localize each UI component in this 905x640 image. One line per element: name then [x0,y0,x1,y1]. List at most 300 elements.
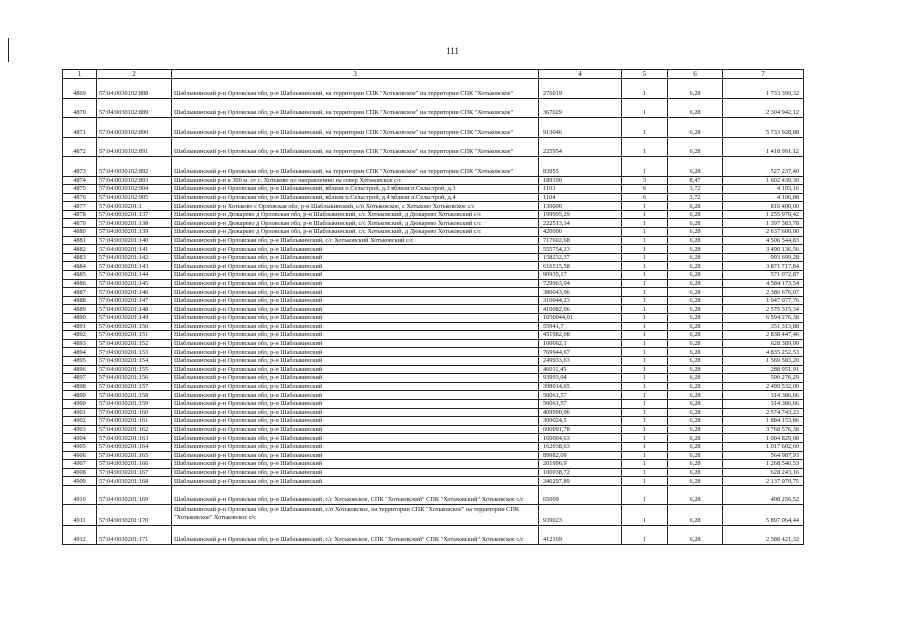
location-description: Шаблыкинский р-н Орловская обл, р-н Шаблыкинский [172,348,539,357]
rate-value: 6,28 [668,451,723,460]
location-description: Шаблыкинский р-н Орловская обл, р-н Шаблыкинский [172,374,539,383]
row-number: 4909 [63,477,97,486]
category-code: 1 [622,210,668,219]
rate-value: 6,28 [668,425,723,434]
rate-value: 6,28 [668,348,723,357]
rate-value: 6,28 [668,118,723,138]
row-number: 4893 [63,339,97,348]
area-value: 46011,45 [539,365,622,374]
cadastral-number: 57:04:0030201:152 [97,339,172,348]
cadastral-number: 57:04:0030201:165 [97,451,172,460]
table-row [63,434,804,443]
cadastral-value: 2 304 942,12 [723,98,804,118]
location-description: Шаблыкинский р-н Орловская обл, р-н Шаблыкинский [172,331,539,340]
rate-value: 6,28 [668,468,723,477]
cadastral-number: 57:04:0030201:157 [97,382,172,391]
cadastral-value: 628 243,16 [723,468,804,477]
category-code: 1 [622,348,668,357]
row-number: 4885 [63,271,97,280]
location-description: Шаблыкинский р-н Хотьково с Орловская обл, р-н Шаблыкинский, с/п Хотьковское, с Хотьково Хотьковское с/с [172,202,539,211]
table-row [63,219,804,228]
category-code: 1 [622,288,668,297]
rate-value: 6,28 [668,477,723,486]
table-row [63,339,804,348]
category-code: 1 [622,331,668,340]
area-value: 398014,65 [539,382,622,391]
cadastral-value: 314 386,66 [723,391,804,400]
table-row [63,228,804,237]
row-number: 4886 [63,279,97,288]
location-description: Шаблыкинский р-н Орловская обл, р-н Шаблыкинский, с/с Хотьковское, СПК "Хотьковский" СПК "Хотьковский" Хотьковское с/с [172,485,539,505]
row-number: 4911 [63,505,97,526]
cadastral-value: 1 017 602,60 [723,442,804,451]
area-value: 276019 [539,79,622,99]
cadastral-number: 57:04:0030201:151 [97,331,172,340]
area-value: 1103 [539,185,622,194]
location-description: Шаблыкинский р-н Орловская обл, р-н Шаблыкинский [172,356,539,365]
row-number: 4882 [63,245,97,254]
category-code: 1 [622,425,668,434]
cadastral-number: 57:04:0030102:905 [97,193,172,202]
category-code: 1 [622,485,668,505]
category-code: 1 [622,253,668,262]
table-row [63,137,804,157]
area-value: 55941,7 [539,322,622,331]
cadastral-number: 57:04:0030102:893 [97,176,172,185]
location-description: Шаблыкинский р-н Орловская обл, р-н Шаблыкинский [172,314,539,323]
rate-value: 6,28 [668,399,723,408]
area-value: 769944,67 [539,348,622,357]
cadastral-value: 628 389,99 [723,339,804,348]
row-number: 4869 [63,79,97,99]
location-description: Шаблыкинский р-н Орловская обл, р-н Шаблыкинский, вблизи п.Сельстрой, д.4 вблизи п.Сельстрой, д.4 [172,193,539,202]
cadastral-value: 5 897 064,44 [723,505,804,526]
category-code: 1 [622,279,668,288]
row-number: 4907 [63,460,97,469]
rate-value: 6,28 [668,296,723,305]
category-code: 1 [622,391,668,400]
cadastral-number: 57:04:0030201:139 [97,228,172,237]
location-description: Шаблыкинский р-н Дюкарево д Орловская обл, р-н Шаблыкинский, с/с Хотьковский, д Дюкарево Хотьковский с/с [172,219,539,228]
location-description: Шаблыкинский р-н Орловская обл, р-н Шаблыкинский [172,391,539,400]
area-value: 1050044,01 [539,314,622,323]
row-number: 4898 [63,382,97,391]
rate-value: 6,28 [668,485,723,505]
row-number: 4883 [63,253,97,262]
area-value: 199995,29 [539,210,622,219]
table-row [63,157,804,177]
cadastral-value: 816 400,00 [723,202,804,211]
rate-value: 6,28 [668,442,723,451]
rate-value: 6,28 [668,271,723,280]
area-value: 367029 [539,98,622,118]
table-row [63,477,804,486]
location-description: Шаблыкинский р-н Орловская обл, р-н Шаблыкинский [172,253,539,262]
table-row [63,505,804,526]
location-description: Шаблыкинский р-н Орловская обл, р-н Шаблыкинский [172,262,539,271]
area-value: 225954 [539,137,622,157]
cadastral-number: 57:04:0030201:147 [97,296,172,305]
rate-value: 6,28 [668,417,723,426]
rate-value: 6,28 [668,279,723,288]
location-description: Шаблыкинский р-н Орловская обл, р-н Шаблыкинский [172,245,539,254]
rate-value: 6,28 [668,391,723,400]
cadastral-value: 3 871 717,84 [723,262,804,271]
table-row [63,442,804,451]
location-description: Шаблыкинский р-н Орловская обл, р-н Шаблыкинский, на территории СПК "Хотьковское" на территории СПК "Хотьковское" [172,118,539,138]
table-row [63,236,804,245]
cadastral-value: 5 733 928,88 [723,118,804,138]
location-description: Шаблыкинский р-н Орловская обл, р-н Шаблыкинский, с/с Хотьковский Хотьковский с/с [172,236,539,245]
table-row [63,288,804,297]
category-code: 1 [622,219,668,228]
area-value: 410082,06 [539,305,622,314]
category-code: 1 [622,118,668,138]
category-code: 3 [622,176,668,185]
row-number: 4896 [63,365,97,374]
registry-table [62,69,804,545]
area-value: 1104 [539,193,622,202]
row-number: 4905 [63,442,97,451]
location-description: Шаблыкинский р-н Орловская обл, р-н Шаблыкинский, с/п Хотьковское, на территории СПК "Хотьковское" на территории СПК "Хотьковское" Хотьковское с/с [172,505,539,526]
location-description: Шаблыкинский р-н Орловская обл, р-н Шаблыкинский [172,279,539,288]
cadastral-value: 1 733 399,32 [723,79,804,99]
location-description: Шаблыкинский р-н Орловская обл, р-н Шаблыкинский, на территории СПК "Хотьковское" на территории СПК "Хотьковское" [172,98,539,118]
cadastral-value: 993 699,28 [723,253,804,262]
table-row [63,451,804,460]
table-row [63,185,804,194]
cadastral-number: 57:04:0030201:156 [97,374,172,383]
category-code: 1 [622,245,668,254]
rate-value: 6,28 [668,98,723,118]
row-number: 4892 [63,331,97,340]
cadastral-value: 3 490 136,56 [723,245,804,254]
cadastral-value: 4 584 173,54 [723,279,804,288]
cadastral-number: 57:04:0030201:169 [97,485,172,505]
cadastral-number: 57:04:0030102:888 [97,79,172,99]
cadastral-number: 57:04:0030201:154 [97,356,172,365]
area-value: 310044,23 [539,296,622,305]
location-description: Шаблыкинский р-н Орловская обл, р-н Шаблыкинский [172,365,539,374]
table-row [63,485,804,505]
page-number: 111 [446,46,459,56]
cadastral-number: 57:04:0030201:164 [97,442,172,451]
table-row [63,322,804,331]
row-number: 4903 [63,425,97,434]
cadastral-number: 57:04:0030102:889 [97,98,172,118]
cadastral-value: 1 602 439,30 [723,176,804,185]
location-description: Шаблыкинский р-н Орловская обл, р-н Шаблыкинский [172,305,539,314]
row-number: 4887 [63,288,97,297]
category-code: 1 [622,271,668,280]
location-description: Шаблыкинский р-н Орловская обл, р-н Шаблыкинский [172,382,539,391]
table-row [63,98,804,118]
cadastral-number: 57:04:0030201:163 [97,434,172,443]
table-row [63,348,804,357]
row-number: 4877 [63,202,97,211]
location-description: Шаблыкинский р-н Орловская обл, р-н Шаблыкинский [172,434,539,443]
row-number: 4880 [63,228,97,237]
location-description: Шаблыкинский р-н Орловская обл, р-н Шаблыкинский [172,399,539,408]
table-row [63,382,804,391]
table-row [63,271,804,280]
row-number: 4912 [63,525,97,545]
cadastral-number: 57:04:0030201:1 [97,202,172,211]
rate-value: 6,28 [668,356,723,365]
cadastral-value: 3 768 576,38 [723,425,804,434]
rate-value: 6,28 [668,322,723,331]
location-description: Шаблыкинский р-н Дюкарево д Орловская обл, р-н Шаблыкинский, с/с Хотьковский, д Дюкарево Хотьковский с/с [172,228,539,237]
cadastral-value: 1 268 540,53 [723,460,804,469]
location-description: Шаблыкинский р-н Орловская обл, р-н Шаблыкинский [172,451,539,460]
cadastral-number: 57:04:0030102:904 [97,185,172,194]
area-value: 729963,94 [539,279,622,288]
table-row [63,193,804,202]
category-code: 1 [622,236,668,245]
category-code: 1 [622,157,668,177]
cadastral-value: 1 569 583,20 [723,356,804,365]
cadastral-value: 2 137 070,75 [723,477,804,486]
area-value: 600091,78 [539,425,622,434]
rate-value: 6,28 [668,525,723,545]
area-value: 162038,63 [539,442,622,451]
col-header-5: 5 [622,70,668,79]
rate-value: 6,28 [668,219,723,228]
area-value: 189190 [539,176,622,185]
cadastral-value: 1 397 383,78 [723,219,804,228]
cadastral-number: 57:04:0030201:141 [97,245,172,254]
rate-value: 8,47 [668,176,723,185]
area-value: 160004,63 [539,434,622,443]
cadastral-value: 2 499 532,00 [723,382,804,391]
col-header-1: 1 [63,70,97,79]
rate-value: 6,28 [668,228,723,237]
category-code: 1 [622,505,668,526]
row-number: 4872 [63,137,97,157]
cadastral-number: 57:04:0030201:162 [97,425,172,434]
cadastral-number: 57:04:0030201:150 [97,322,172,331]
table-row [63,399,804,408]
area-value: 50061,57 [539,399,622,408]
category-code: 1 [622,374,668,383]
col-header-6: 6 [668,70,723,79]
area-value: 50061,57 [539,391,622,400]
location-description: Шаблыкинский р-н Орловская обл, р-н Шаблыкинский, вблизи п.Сельстрой, д.3 вблизи п.Сельстрой, д.3 [172,185,539,194]
cadastral-number: 57:04:0030201:144 [97,271,172,280]
cadastral-number: 57:04:0030102:890 [97,118,172,138]
row-number: 4890 [63,314,97,323]
table-row [63,365,804,374]
cadastral-value: 2 838 447,46 [723,331,804,340]
cadastral-number: 57:04:0030201:148 [97,305,172,314]
category-code: 1 [622,408,668,417]
rate-value: 6,28 [668,460,723,469]
table-row [63,331,804,340]
category-code: 1 [622,382,668,391]
row-number: 4873 [63,157,97,177]
cadastral-number: 57:04:0030102:892 [97,157,172,177]
area-value: 451982,08 [539,331,622,340]
cadastral-value: 4 835 252,53 [723,348,804,357]
cadastral-value: 1 947 077,76 [723,296,804,305]
rate-value: 3,72 [668,193,723,202]
row-number: 4878 [63,210,97,219]
rate-value: 6,28 [668,505,723,526]
cadastral-number: 57:04:0030201:166 [97,460,172,469]
cadastral-number: 57:04:0030201:158 [97,391,172,400]
area-value: 100038,72 [539,468,622,477]
location-description: Шаблыкинский р-н Орловская обл, р-н Шаблыкинский, на территории СПК "Хотьковское" на территории СПК "Хотьковское" [172,79,539,99]
category-code: 1 [622,228,668,237]
cadastral-value: 1 004 829,08 [723,434,804,443]
rate-value: 3,72 [668,185,723,194]
area-value: 340297,89 [539,477,622,486]
header-row [63,70,804,79]
table-row [63,305,804,314]
category-code: 1 [622,477,668,486]
cadastral-value: 1 884 153,86 [723,417,804,426]
location-description: Шаблыкинский р-н Орловская обл, р-н Шаблыкинский [172,408,539,417]
cadastral-value: 408 256,52 [723,485,804,505]
row-number: 4876 [63,193,97,202]
cadastral-value: 288 951,91 [723,365,804,374]
row-number: 4874 [63,176,97,185]
cadastral-number: 57:04:0030201:138 [97,219,172,228]
area-value: 89982,09 [539,451,622,460]
rate-value: 6,28 [668,365,723,374]
rate-value: 6,28 [668,374,723,383]
cadastral-value: 2 575 315,34 [723,305,804,314]
table-row [63,262,804,271]
category-code: 1 [622,305,668,314]
cadastral-number: 57:04:0030201:145 [97,279,172,288]
cadastral-value: 4 103,16 [723,185,804,194]
table-row [63,460,804,469]
rate-value: 6,28 [668,339,723,348]
row-number: 4895 [63,356,97,365]
category-code: 1 [622,339,668,348]
row-number: 4884 [63,262,97,271]
location-description: Шаблыкинский р-н Орловская обл, р-н Шаблыкинский, на территории СПК "Хотьковское" на территории СПК "Хотьковское" [172,157,539,177]
location-description: Шаблыкинский р-н Орловская обл, р-н Шаблыкинский [172,477,539,486]
area-value: 249933,63 [539,356,622,365]
location-description: Шаблыкинский р-н Орловская обл, р-н Шаблыкинский [172,288,539,297]
category-code: 1 [622,79,668,99]
cadastral-value: 590 276,29 [723,374,804,383]
cadastral-number: 57:04:0030201:168 [97,477,172,486]
location-description: Шаблыкинский р-н Орловская обл, р-н Шаблыкинский [172,322,539,331]
row-number: 4900 [63,399,97,408]
area-value: 158232,37 [539,253,622,262]
row-number: 4889 [63,305,97,314]
cadastral-number: 57:04:0030201:161 [97,417,172,426]
area-value: 412169 [539,525,622,545]
cadastral-value: 1 255 970,42 [723,210,804,219]
col-header-2: 2 [97,70,172,79]
category-code: 1 [622,202,668,211]
cadastral-number: 57:04:0030201:153 [97,348,172,357]
location-description: Шаблыкинский р-н Орловская обл, р-н Шаблыкинский [172,460,539,469]
area-value: 93993,04 [539,374,622,383]
area-value: 90935,17 [539,271,622,280]
row-number: 4899 [63,391,97,400]
cadastral-value: 2 574 743,23 [723,408,804,417]
table-row [63,408,804,417]
col-header-4: 4 [539,70,622,79]
cadastral-value: 6 594 276,38 [723,314,804,323]
cadastral-number: 57:04:0030201:146 [97,288,172,297]
cadastral-value: 4 506 544,83 [723,236,804,245]
category-code: 1 [622,468,668,477]
cadastral-value: 2 637 600,00 [723,228,804,237]
row-number: 4870 [63,98,97,118]
table-row [63,525,804,545]
location-description: Шаблыкинский р-н Орловская обл, р-н Шаблыкинский, на территории СПК "Хотьковское" на территории СПК "Хотьковское" [172,137,539,157]
row-number: 4901 [63,408,97,417]
rate-value: 6,28 [668,434,723,443]
location-description: Шаблыкинский р-н Орловская обл, р-н Шаблыкинский, с/с Хотьковское, СПК "Хотьковский" СПК "Хотьковский" Хотьковское с/с [172,525,539,545]
row-number: 4894 [63,348,97,357]
area-value: 100062,1 [539,339,622,348]
table-row [63,296,804,305]
rate-value: 6,28 [668,245,723,254]
row-number: 4908 [63,468,97,477]
area-value: 83955 [539,157,622,177]
location-description: Шаблыкинский р-н Орловская обл, р-н Шаблыкинский [172,425,539,434]
location-description: Шаблыкинский р-н Орловская обл, р-н Шаблыкинский [172,296,539,305]
col-header-3: 3 [172,70,539,79]
rate-value: 6,28 [668,305,723,314]
cadastral-value: 564 987,93 [723,451,804,460]
category-code: 6 [622,193,668,202]
location-description: Шаблыкинский р-н Дюкарево д Орловская обл, р-н Шаблыкинский, с/с Хотьковский, д Дюкарево Хотьковский с/с [172,210,539,219]
row-number: 4897 [63,374,97,383]
row-number: 4881 [63,236,97,245]
category-code: 1 [622,314,668,323]
rate-value: 6,28 [668,79,723,99]
rate-value: 6,28 [668,202,723,211]
table-row [63,118,804,138]
table-row [63,356,804,365]
category-code: 1 [622,399,668,408]
area-value: 300024,5 [539,417,622,426]
cadastral-number: 57:04:0030201:155 [97,365,172,374]
row-number: 4875 [63,185,97,194]
area-value: 616515,58 [539,262,622,271]
cadastral-number: 57:04:0030201:140 [97,236,172,245]
category-code: 1 [622,322,668,331]
rate-value: 6,28 [668,137,723,157]
table-row [63,468,804,477]
cadastral-number: 57:04:0030201:159 [97,399,172,408]
area-value: 65009 [539,485,622,505]
cadastral-number: 57:04:0030201:167 [97,468,172,477]
row-number: 4891 [63,322,97,331]
table-row [63,425,804,434]
area-value: 130000 [539,202,622,211]
category-code: 1 [622,262,668,271]
cadastral-number: 57:04:0030201:137 [97,210,172,219]
rate-value: 6,28 [668,157,723,177]
area-value: 717602,68 [539,236,622,245]
table-row [63,79,804,99]
area-value: 939023 [539,505,622,526]
category-code: 1 [622,460,668,469]
cadastral-number: 57:04:0030201:170 [97,505,172,526]
location-description: Шаблыкинский р-н в 300 м. от с. Хотьково по направлению на север Хотьковское с/с [172,176,539,185]
category-code: 1 [622,356,668,365]
category-code: 1 [622,442,668,451]
